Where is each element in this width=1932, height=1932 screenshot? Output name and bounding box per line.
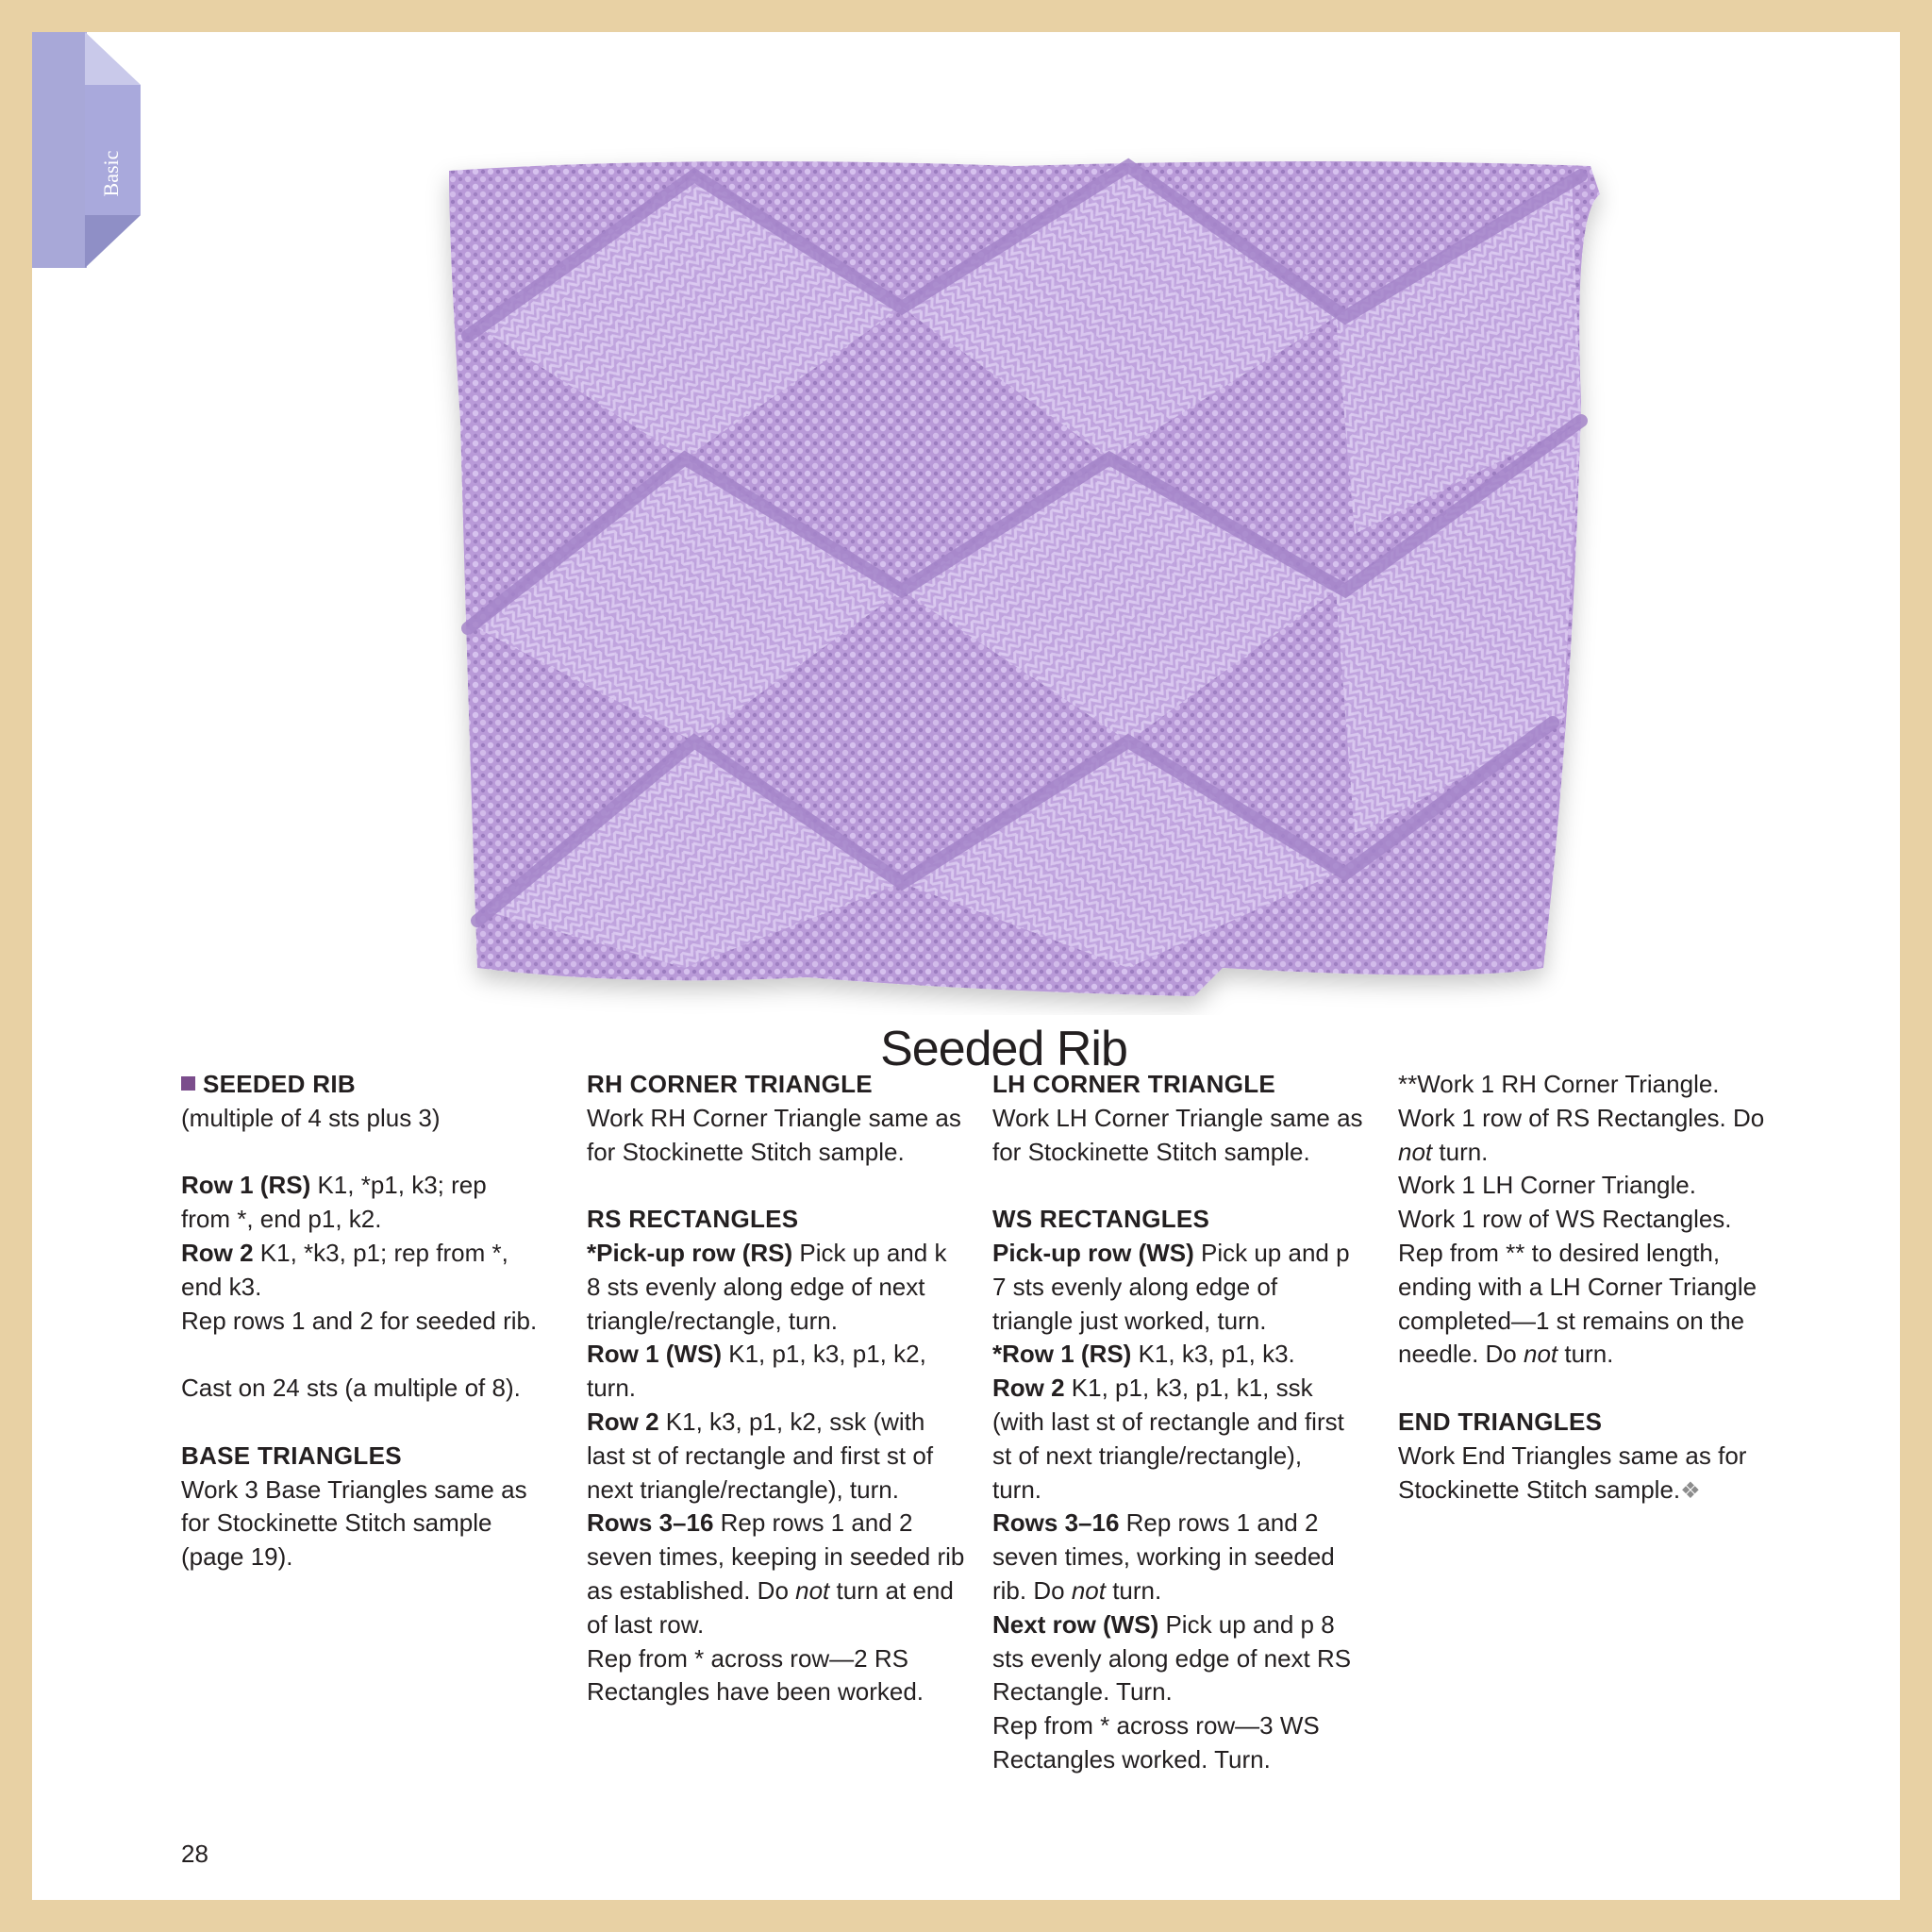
repeat-line-a: Rep from * across row—3 WS <box>992 1711 1320 1740</box>
row-label: Rows 3–16 <box>992 1508 1120 1538</box>
row-text: Rep rows 1 and 2 <box>713 1508 913 1538</box>
column-2 <box>587 1068 983 1709</box>
row-2-line-c: st of next triangle/rectangle), <box>992 1441 1303 1470</box>
row-text: Rep rows 1 and 2 <box>1119 1508 1319 1538</box>
row-text: K1, k3, p1, k2, ssk (with <box>658 1407 925 1436</box>
row-label: Next row (WS) <box>992 1609 1159 1639</box>
column-3 <box>992 1068 1389 1777</box>
row-2-line-a <box>992 1372 1389 1406</box>
repeat-line-b: Rectangles have been worked. <box>587 1677 924 1707</box>
text-part: needle. Do <box>1398 1340 1524 1369</box>
section-tab-shape <box>32 32 141 268</box>
row-1-line-b: turn. <box>587 1374 637 1403</box>
pick-up-line-c: triangle just worked, turn. <box>992 1306 1267 1335</box>
row-label: Row 1 (WS) <box>587 1340 722 1369</box>
row-label: Row 1 (RS) <box>181 1171 311 1200</box>
seeded-rib-heading <box>181 1068 577 1102</box>
row-text: Pick up and k <box>792 1238 947 1267</box>
repeat-line-7: ending with a LH Corner Triangle <box>1398 1272 1757 1301</box>
stitch-multiple: (multiple of 4 sts plus 3) <box>181 1103 441 1132</box>
pick-up-line-c: triangle/rectangle, turn. <box>587 1306 838 1335</box>
repeat-line-6: Rep from ** to desired length, <box>1398 1238 1721 1267</box>
repeat-line-1: **Work 1 RH Corner Triangle. <box>1398 1070 1720 1098</box>
page-title: Seeded Rib <box>880 1022 1127 1076</box>
book-page <box>32 32 1900 1900</box>
knitted-swatch-image <box>411 138 1619 1015</box>
row-text: K1, k3, p1, k3. <box>1131 1340 1295 1369</box>
rh-corner-heading: RH CORNER TRIANGLE <box>587 1070 873 1098</box>
text-part: as established. Do <box>587 1575 796 1605</box>
row-2-line-a <box>587 1406 983 1440</box>
row-2-line-b: end k3. <box>181 1272 262 1301</box>
lh-corner-heading: LH CORNER TRIANGLE <box>992 1070 1276 1098</box>
heading-text: SEEDED RIB <box>203 1070 356 1098</box>
row-text: K1, *p1, k3; rep <box>310 1171 487 1200</box>
ws-rectangles-heading: WS RECTANGLES <box>992 1205 1210 1234</box>
next-row-line-b: sts evenly along edge of next RS <box>992 1643 1352 1673</box>
row-1-line-a <box>587 1338 983 1372</box>
rh-line-2: for Stockinette Stitch sample. <box>587 1137 905 1166</box>
row-2-line-c: next triangle/rectangle), turn. <box>587 1474 899 1504</box>
rs-rectangles-heading: RS RECTANGLES <box>587 1205 799 1234</box>
page-number: 28 <box>181 1840 208 1868</box>
row-2-line-b: last st of rectangle and first st of <box>587 1441 934 1470</box>
pick-up-line-a <box>992 1237 1389 1271</box>
row-label: Row 2 <box>992 1374 1065 1403</box>
section-tab <box>32 32 141 268</box>
emphasis: not <box>1523 1340 1558 1369</box>
row-label: *Pick-up row (RS) <box>587 1238 793 1267</box>
row-text: Pick up and p <box>1193 1238 1350 1267</box>
base-line-2: for Stockinette Stitch sample <box>181 1508 492 1538</box>
pick-up-line-b: 7 sts evenly along edge of <box>992 1272 1278 1301</box>
base-triangles-heading: BASE TRIANGLES <box>181 1441 402 1470</box>
row-label: Rows 3–16 <box>587 1508 714 1538</box>
row-text: K1, p1, k3, p1, k1, ssk <box>1064 1374 1313 1403</box>
row-text: Pick up and p 8 <box>1158 1609 1335 1639</box>
pick-up-line-a <box>587 1237 983 1271</box>
text-part: Stockinette Stitch sample. <box>1398 1474 1681 1504</box>
rh-line-1: Work RH Corner Triangle same as <box>587 1103 961 1132</box>
row-1-line-b: from *, end p1, k2. <box>181 1205 382 1234</box>
rows-3-16-line-d: of last row. <box>587 1609 705 1639</box>
text-part: rib. Do <box>992 1575 1072 1605</box>
cast-on-note: Cast on 24 sts (a multiple of 8). <box>181 1374 521 1403</box>
repeat-line-4: Work 1 LH Corner Triangle. <box>1398 1171 1696 1200</box>
lh-line-2: for Stockinette Stitch sample. <box>992 1137 1310 1166</box>
ornament-icon: ❖ <box>1680 1477 1701 1504</box>
row-text: K1, p1, k3, p1, k2, <box>722 1340 926 1369</box>
rows-3-16-line-a <box>587 1507 983 1541</box>
emphasis: not <box>1398 1137 1433 1166</box>
text-part: turn. <box>1432 1137 1489 1166</box>
rows-3-16-line-c <box>992 1574 1389 1608</box>
emphasis: not <box>795 1575 830 1605</box>
repeat-line-3 <box>1398 1136 1794 1170</box>
repeat-line-8: completed—1 st remains on the <box>1398 1306 1745 1335</box>
row-2-line-d: turn. <box>992 1474 1042 1504</box>
rows-3-16-line-a <box>992 1507 1389 1541</box>
row-1-line-a <box>992 1338 1389 1372</box>
next-row-line-a <box>992 1608 1389 1642</box>
section-tab-label: Basic <box>99 150 123 197</box>
column-4 <box>1398 1068 1794 1507</box>
text-part: turn. <box>1105 1575 1162 1605</box>
end-line-2 <box>1398 1474 1794 1508</box>
row-text: K1, *k3, p1; rep from *, <box>253 1238 508 1267</box>
row-label: *Row 1 (RS) <box>992 1340 1132 1369</box>
rows-3-16-line-b: seven times, keeping in seeded rib <box>587 1542 965 1572</box>
row-label: Row 2 <box>181 1238 254 1267</box>
square-bullet-icon <box>181 1076 195 1091</box>
next-row-line-c: Rectangle. Turn. <box>992 1677 1173 1707</box>
row-1-line-a <box>181 1169 577 1203</box>
base-line-1: Work 3 Base Triangles same as <box>181 1474 527 1504</box>
lh-line-1: Work LH Corner Triangle same as <box>992 1103 1363 1132</box>
rows-3-16-line-b: seven times, working in seeded <box>992 1542 1335 1572</box>
pick-up-line-b: 8 sts evenly along edge of next <box>587 1272 925 1301</box>
base-line-3: (page 19). <box>181 1542 293 1572</box>
text-part: turn at end <box>829 1575 954 1605</box>
rows-3-16-line-c <box>587 1574 983 1608</box>
text-part: turn. <box>1557 1340 1614 1369</box>
column-1 <box>181 1068 577 1574</box>
repeat-line-2: Work 1 row of RS Rectangles. Do <box>1398 1103 1765 1132</box>
repeat-line-5: Work 1 row of WS Rectangles. <box>1398 1205 1732 1234</box>
repeat-note: Rep rows 1 and 2 for seeded rib. <box>181 1306 538 1335</box>
repeat-line-a: Rep from * across row—2 RS <box>587 1643 908 1673</box>
row-label: Pick-up row (WS) <box>992 1238 1194 1267</box>
emphasis: not <box>1071 1575 1106 1605</box>
row-2-line-b: (with last st of rectangle and first <box>992 1407 1344 1436</box>
repeat-line-b: Rectangles worked. Turn. <box>992 1744 1271 1774</box>
row-2-line-a <box>181 1237 577 1271</box>
repeat-line-9 <box>1398 1338 1794 1372</box>
end-line-1: Work End Triangles same as for <box>1398 1441 1747 1470</box>
row-label: Row 2 <box>587 1407 659 1436</box>
end-triangles-heading: END TRIANGLES <box>1398 1407 1603 1436</box>
